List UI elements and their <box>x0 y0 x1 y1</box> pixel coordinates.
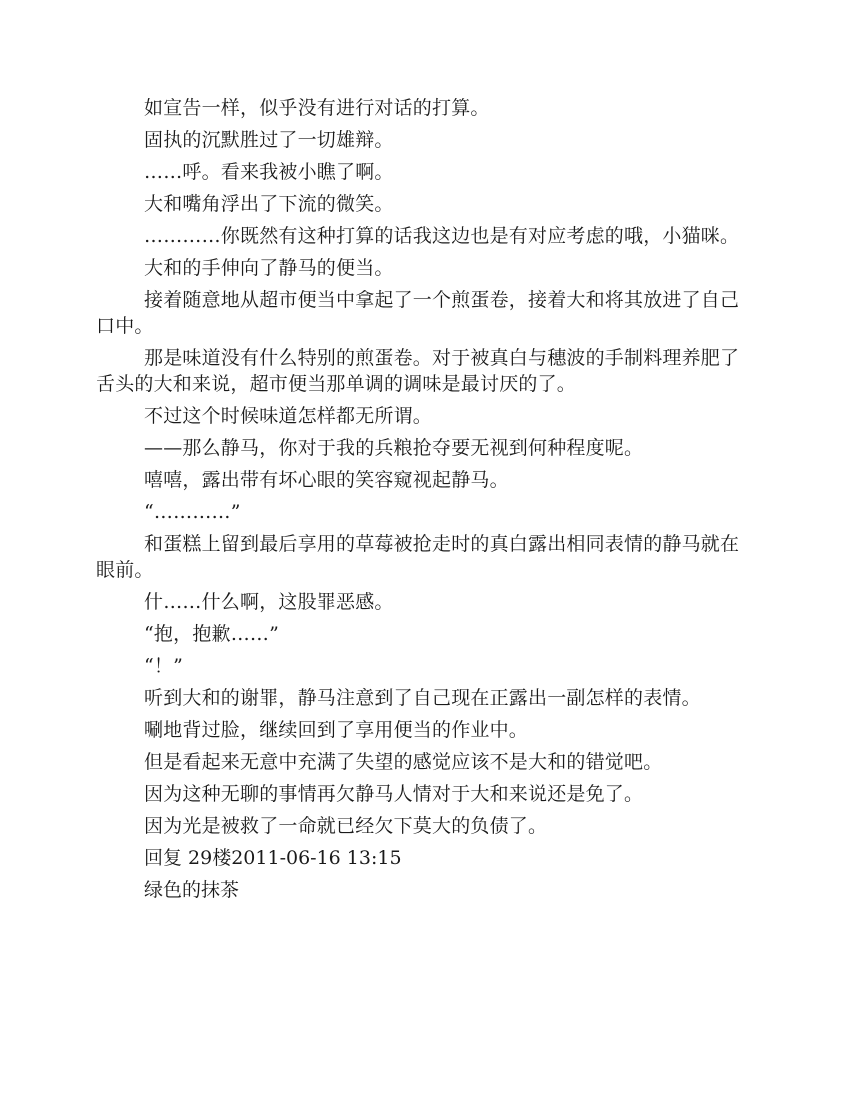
paragraph: “抱，抱歉……” <box>144 623 280 645</box>
paragraph: 固执的沉默胜过了一切雄辩。 <box>144 129 394 151</box>
paragraph: 大和的手伸向了静马的便当。 <box>144 257 394 279</box>
paragraph: ——那么静马，你对于我的兵粮抢夺要无视到何种程度呢。 <box>144 437 644 459</box>
reply-timestamp-line: 回复 29楼2011-06-16 13:15 <box>144 847 402 869</box>
paragraph: …………你既然有这种打算的话我这边也是有对应考虑的哦，小猫咪。 <box>144 225 740 247</box>
next-poster-name: 绿色的抹茶 <box>144 879 240 901</box>
paragraph: 因为光是被救了一命就已经欠下莫大的负债了。 <box>144 815 548 837</box>
paragraph: 但是看起来无意中充满了失望的感觉应该不是大和的错觉吧。 <box>144 751 663 773</box>
paragraph: “！” <box>144 655 184 677</box>
document-body <box>96 95 756 909</box>
paragraph: 听到大和的谢罪，静马注意到了自己现在正露出一副怎样的表情。 <box>144 687 701 709</box>
paragraph: 接着随意地从超市便当中拿起了一个煎蛋卷，接着大和将其放进了自己口中。 <box>96 289 740 337</box>
paragraph: “…………” <box>144 501 241 523</box>
paragraph: 唰地背过脸，继续回到了享用便当的作业中。 <box>144 719 529 741</box>
paragraph: 和蛋糕上留到最后享用的草莓被抢走时的真白露出相同表情的静马就在眼前。 <box>96 533 740 581</box>
paragraph: 大和嘴角浮出了下流的微笑。 <box>144 193 394 215</box>
paragraph: 如宣告一样，似乎没有进行对话的打算。 <box>144 97 490 119</box>
paragraph: 因为这种无聊的事情再欠静马人情对于大和来说还是免了。 <box>144 783 644 805</box>
paragraph: 不过这个时候味道怎样都无所谓。 <box>144 405 433 427</box>
paragraph: 什……什么啊，这股罪恶感。 <box>144 591 394 613</box>
paragraph: 那是味道没有什么特别的煎蛋卷。对于被真白与穗波的手制料理养肥了舌头的大和来说，超市便当那单调的调味是最讨厌的了。 <box>96 347 740 395</box>
paragraph: ……呼。看来我被小瞧了啊。 <box>144 161 394 183</box>
paragraph: 嘻嘻，露出带有坏心眼的笑容窥视起静马。 <box>144 469 509 491</box>
